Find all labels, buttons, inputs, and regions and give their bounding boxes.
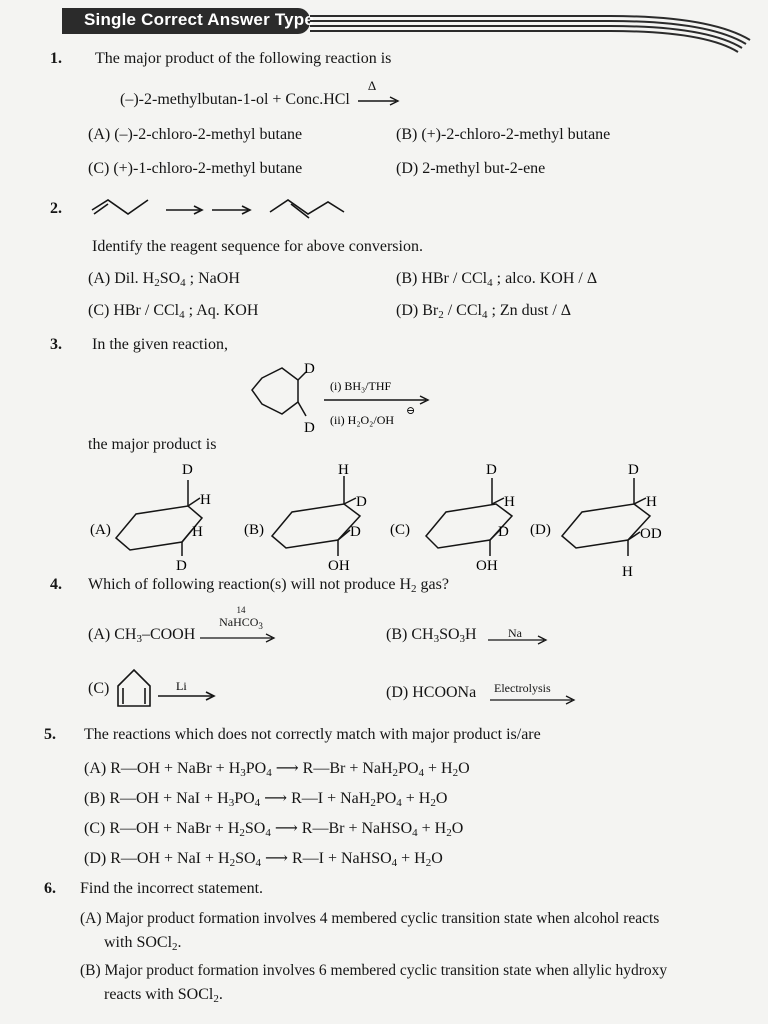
- q2-option-b[interactable]: [396, 270, 597, 289]
- q6-option-a-line2: [104, 934, 182, 953]
- q4-number: 4.: [50, 576, 62, 593]
- q6-option-b-line2: [104, 986, 223, 1005]
- q5c-s3: 4: [412, 827, 418, 839]
- heat-label: Δ: [367, 78, 377, 93]
- q5-text: The reactions which does not correctly match with major product is/are: [84, 726, 541, 743]
- q6-option-a-line1[interactable]: (A) Major product formation involves 4 membered cyclic transition state when alcohol reacts: [80, 910, 660, 927]
- q5a-r: R—Br + NaH: [302, 760, 393, 777]
- q5c-s5: 2: [446, 827, 452, 839]
- q4b-t2: SO: [439, 626, 460, 643]
- q5b-r: R—I + NaH: [291, 790, 371, 807]
- a-h-2: H: [192, 524, 203, 540]
- q5c-l: (C) R—OH + NaBr + H: [84, 820, 240, 837]
- q4b-arrow: [488, 634, 552, 646]
- q3-reactant-scheme: [240, 360, 440, 440]
- q5b-m1: PO: [234, 790, 255, 807]
- q3-text: In the given reaction,: [92, 336, 228, 353]
- a-h-1: H: [200, 492, 211, 508]
- a-d-top: D: [182, 462, 193, 478]
- q2-option-a[interactable]: [88, 270, 240, 289]
- q1-option-c[interactable]: (C) (+)-1-chloro-2-methyl butane: [88, 160, 303, 177]
- q5a-m1: PO: [245, 760, 267, 777]
- q6-text: Find the incorrect statement.: [80, 880, 264, 897]
- q4a-arrow: [200, 632, 280, 644]
- q5-option-d[interactable]: [84, 848, 443, 869]
- q2c-t2: ; Aq. KOH: [184, 302, 259, 319]
- q5c-m4: O: [451, 820, 464, 837]
- q5c-m1: SO: [244, 820, 266, 837]
- q3-number: 3.: [50, 336, 62, 353]
- q5-option-b[interactable]: [84, 788, 447, 809]
- q5d-s3: 4: [391, 857, 398, 869]
- q5d-arrow: ⟶: [261, 850, 292, 867]
- q2a-s2: 4: [180, 277, 186, 289]
- q2b-s1: 4: [487, 277, 493, 289]
- q4a-reagent-sup: 14: [236, 605, 246, 615]
- q5a-m4: O: [458, 760, 470, 777]
- q4c-structure: [112, 664, 222, 710]
- q4b-t1: (B) CH: [386, 626, 434, 643]
- q3-label-c[interactable]: (C): [390, 522, 410, 538]
- q4a-reagent: [208, 606, 274, 631]
- q5b-m3: + H: [401, 790, 431, 807]
- q5d-m4: O: [431, 850, 443, 867]
- q4b-s1: 3: [433, 633, 440, 645]
- q2a-t2: SO: [159, 270, 181, 287]
- q5c-r: R—Br + NaHSO: [301, 820, 413, 837]
- q5b-arrow: ⟶: [260, 790, 292, 807]
- q3-label-b[interactable]: (B): [244, 522, 264, 538]
- q2a-t3: ; NaOH: [185, 270, 240, 287]
- q5d-s2: 4: [255, 857, 262, 869]
- c-h: H: [504, 494, 515, 510]
- c-oh: OH: [476, 558, 498, 574]
- b-oh: OH: [328, 558, 350, 574]
- b-h-top: H: [338, 462, 349, 478]
- q4-text-post: gas?: [416, 576, 449, 593]
- a-d-bottom: D: [176, 558, 187, 574]
- q6a-l2-sub: 2: [172, 941, 178, 953]
- q5b-m4: O: [435, 790, 448, 807]
- q5a-s4: 4: [418, 767, 424, 779]
- q3-text2: the major product is: [88, 436, 217, 453]
- q5c-m3: + H: [417, 820, 447, 837]
- q5d-m3: + H: [397, 850, 426, 867]
- q2a-s1: 2: [154, 277, 160, 289]
- q1-text: The major product of the following reaction is: [95, 50, 392, 67]
- q5c-s1: 2: [239, 827, 245, 839]
- d-d-top: D: [628, 462, 639, 478]
- q4-text-sub: 2: [411, 583, 417, 595]
- q2c-s1: 4: [179, 309, 185, 321]
- atom-d-bottom: D: [304, 420, 315, 436]
- reactant-alkene: [92, 200, 148, 214]
- q4c-reagent: Li: [176, 679, 187, 693]
- q5b-s4: 4: [396, 797, 402, 809]
- q2c-t1: (C) HBr / CCl: [88, 302, 180, 319]
- q1-reactants: (–)-2-methylbutan-1-ol + Conc.HCl: [120, 91, 350, 108]
- d-h-1: H: [646, 494, 657, 510]
- chair-d: [562, 504, 650, 548]
- q5-option-c[interactable]: [84, 818, 463, 839]
- q4-option-d[interactable]: (D) HCOONa: [386, 684, 477, 701]
- q6b-l2: reacts with SOCl: [104, 986, 214, 1003]
- reagent-2: (ii) H₂O₂/OH: [330, 413, 395, 427]
- q1-number: 1.: [50, 50, 62, 67]
- d-h-bottom: H: [622, 564, 633, 580]
- chair-b: [272, 504, 360, 548]
- q5a-m2: PO: [398, 760, 419, 777]
- reaction-arrow: [354, 78, 400, 104]
- q4-option-a[interactable]: [88, 626, 195, 645]
- q6a-l2-end: .: [177, 934, 182, 951]
- q2-number: 2.: [50, 200, 62, 217]
- q5d-r: R—I + NaHSO: [291, 850, 392, 867]
- q2-option-d[interactable]: [396, 302, 571, 321]
- q4b-reagent: Na: [508, 626, 522, 640]
- b-d-1: D: [356, 494, 367, 510]
- q5b-s1: 3: [228, 797, 235, 809]
- q4a-reagent-sub: 3: [258, 621, 263, 631]
- q4a-t2: –COOH: [141, 626, 196, 643]
- q5b-m2: PO: [375, 790, 397, 807]
- q2d-t1: (D) Br: [396, 302, 439, 319]
- q6-option-b-line1[interactable]: (B) Major product formation involves 6 membered cyclic transition state when allylic hydroxy: [80, 962, 668, 979]
- q4-option-c-label[interactable]: (C): [88, 680, 110, 697]
- q4a-s1: 3: [136, 633, 142, 645]
- q5d-m1: SO: [235, 850, 256, 867]
- q6b-l2-end: .: [218, 986, 223, 1003]
- q2d-t2: / CCl: [443, 302, 482, 319]
- q5a-s5: 2: [452, 767, 459, 779]
- q5a-s2: 4: [266, 767, 272, 779]
- q2d-s2: 4: [481, 309, 488, 321]
- q4-text: [88, 576, 449, 595]
- q6b-l2-sub: 2: [213, 993, 219, 1005]
- q5-number: 5.: [44, 726, 56, 743]
- q5a-l: (A) R—OH + NaBr + H: [84, 760, 241, 777]
- product-alkene: [270, 200, 344, 214]
- q6a-l2: with SOCl: [104, 934, 173, 951]
- q4a-reagent-text: NaHCO: [219, 615, 259, 629]
- q5d-s1: 2: [229, 857, 236, 869]
- q5c-s2: 4: [265, 827, 271, 839]
- q5b-l: (B) R—OH + NaI + H: [84, 790, 229, 807]
- q4b-s2: 3: [459, 633, 466, 645]
- q2b-t2: ; alco. KOH / Δ: [492, 270, 598, 287]
- q5c-arrow: ⟶: [270, 820, 302, 837]
- b-d-2: D: [350, 524, 361, 540]
- chair-a: [116, 506, 202, 550]
- q1-option-d[interactable]: (D) 2-methyl but-2-ene: [396, 160, 546, 177]
- d-od: OD: [640, 526, 662, 542]
- q4-text-pre: Which of following reaction(s) will not produce H: [88, 576, 412, 593]
- q1-option-a[interactable]: (A) (–)-2-chloro-2-methyl butane: [88, 126, 303, 143]
- q1-reaction: [120, 78, 400, 109]
- q2-option-c[interactable]: [88, 302, 258, 321]
- q5a-s3: 2: [392, 767, 399, 779]
- atom-d-top: D: [304, 361, 315, 377]
- q5d-s5: 2: [425, 857, 432, 869]
- q2b-t1: (B) HBr / CCl: [396, 270, 488, 287]
- c-d-top: D: [486, 462, 497, 478]
- q2d-t3: ; Zn dust / Δ: [487, 302, 572, 319]
- q4d-arrow: [490, 694, 580, 706]
- q4b-t3: H: [465, 626, 477, 643]
- q6-number: 6.: [44, 880, 56, 897]
- q3-options-structures: [80, 456, 700, 582]
- q5b-s3: 2: [370, 797, 376, 809]
- reagent-2-charge: ⊖: [406, 405, 416, 417]
- q5b-s5: 2: [430, 797, 436, 809]
- q2-scheme: [88, 192, 358, 228]
- q5d-l: (D) R—OH + NaI + H: [84, 850, 230, 867]
- q2d-s1: 2: [438, 309, 444, 321]
- q5b-s2: 4: [254, 797, 261, 809]
- q2a-t1: (A) Dil. H: [88, 270, 155, 287]
- reagent-1: (i) BH₃/THF: [330, 379, 392, 393]
- c-d-2: D: [498, 524, 509, 540]
- q4a-t1: (A) CH: [88, 626, 137, 643]
- cyclohexene-ring: [252, 368, 298, 414]
- q3-label-a[interactable]: (A): [90, 522, 111, 538]
- q5a-arrow: ⟶: [271, 760, 303, 777]
- q5-option-a[interactable]: [84, 758, 470, 779]
- q2-text: Identify the reagent sequence for above conversion.: [92, 238, 423, 255]
- section-title: Single Correct Answer Type: [84, 10, 315, 29]
- q5a-m3: + H: [424, 760, 453, 777]
- q1-option-b[interactable]: (B) (+)-2-chloro-2-methyl butane: [396, 126, 611, 143]
- q5a-s1: 3: [240, 767, 246, 779]
- q4-option-b[interactable]: [386, 626, 477, 645]
- q4d-reagent: Electrolysis: [494, 681, 551, 695]
- q3-label-d[interactable]: (D): [530, 522, 551, 538]
